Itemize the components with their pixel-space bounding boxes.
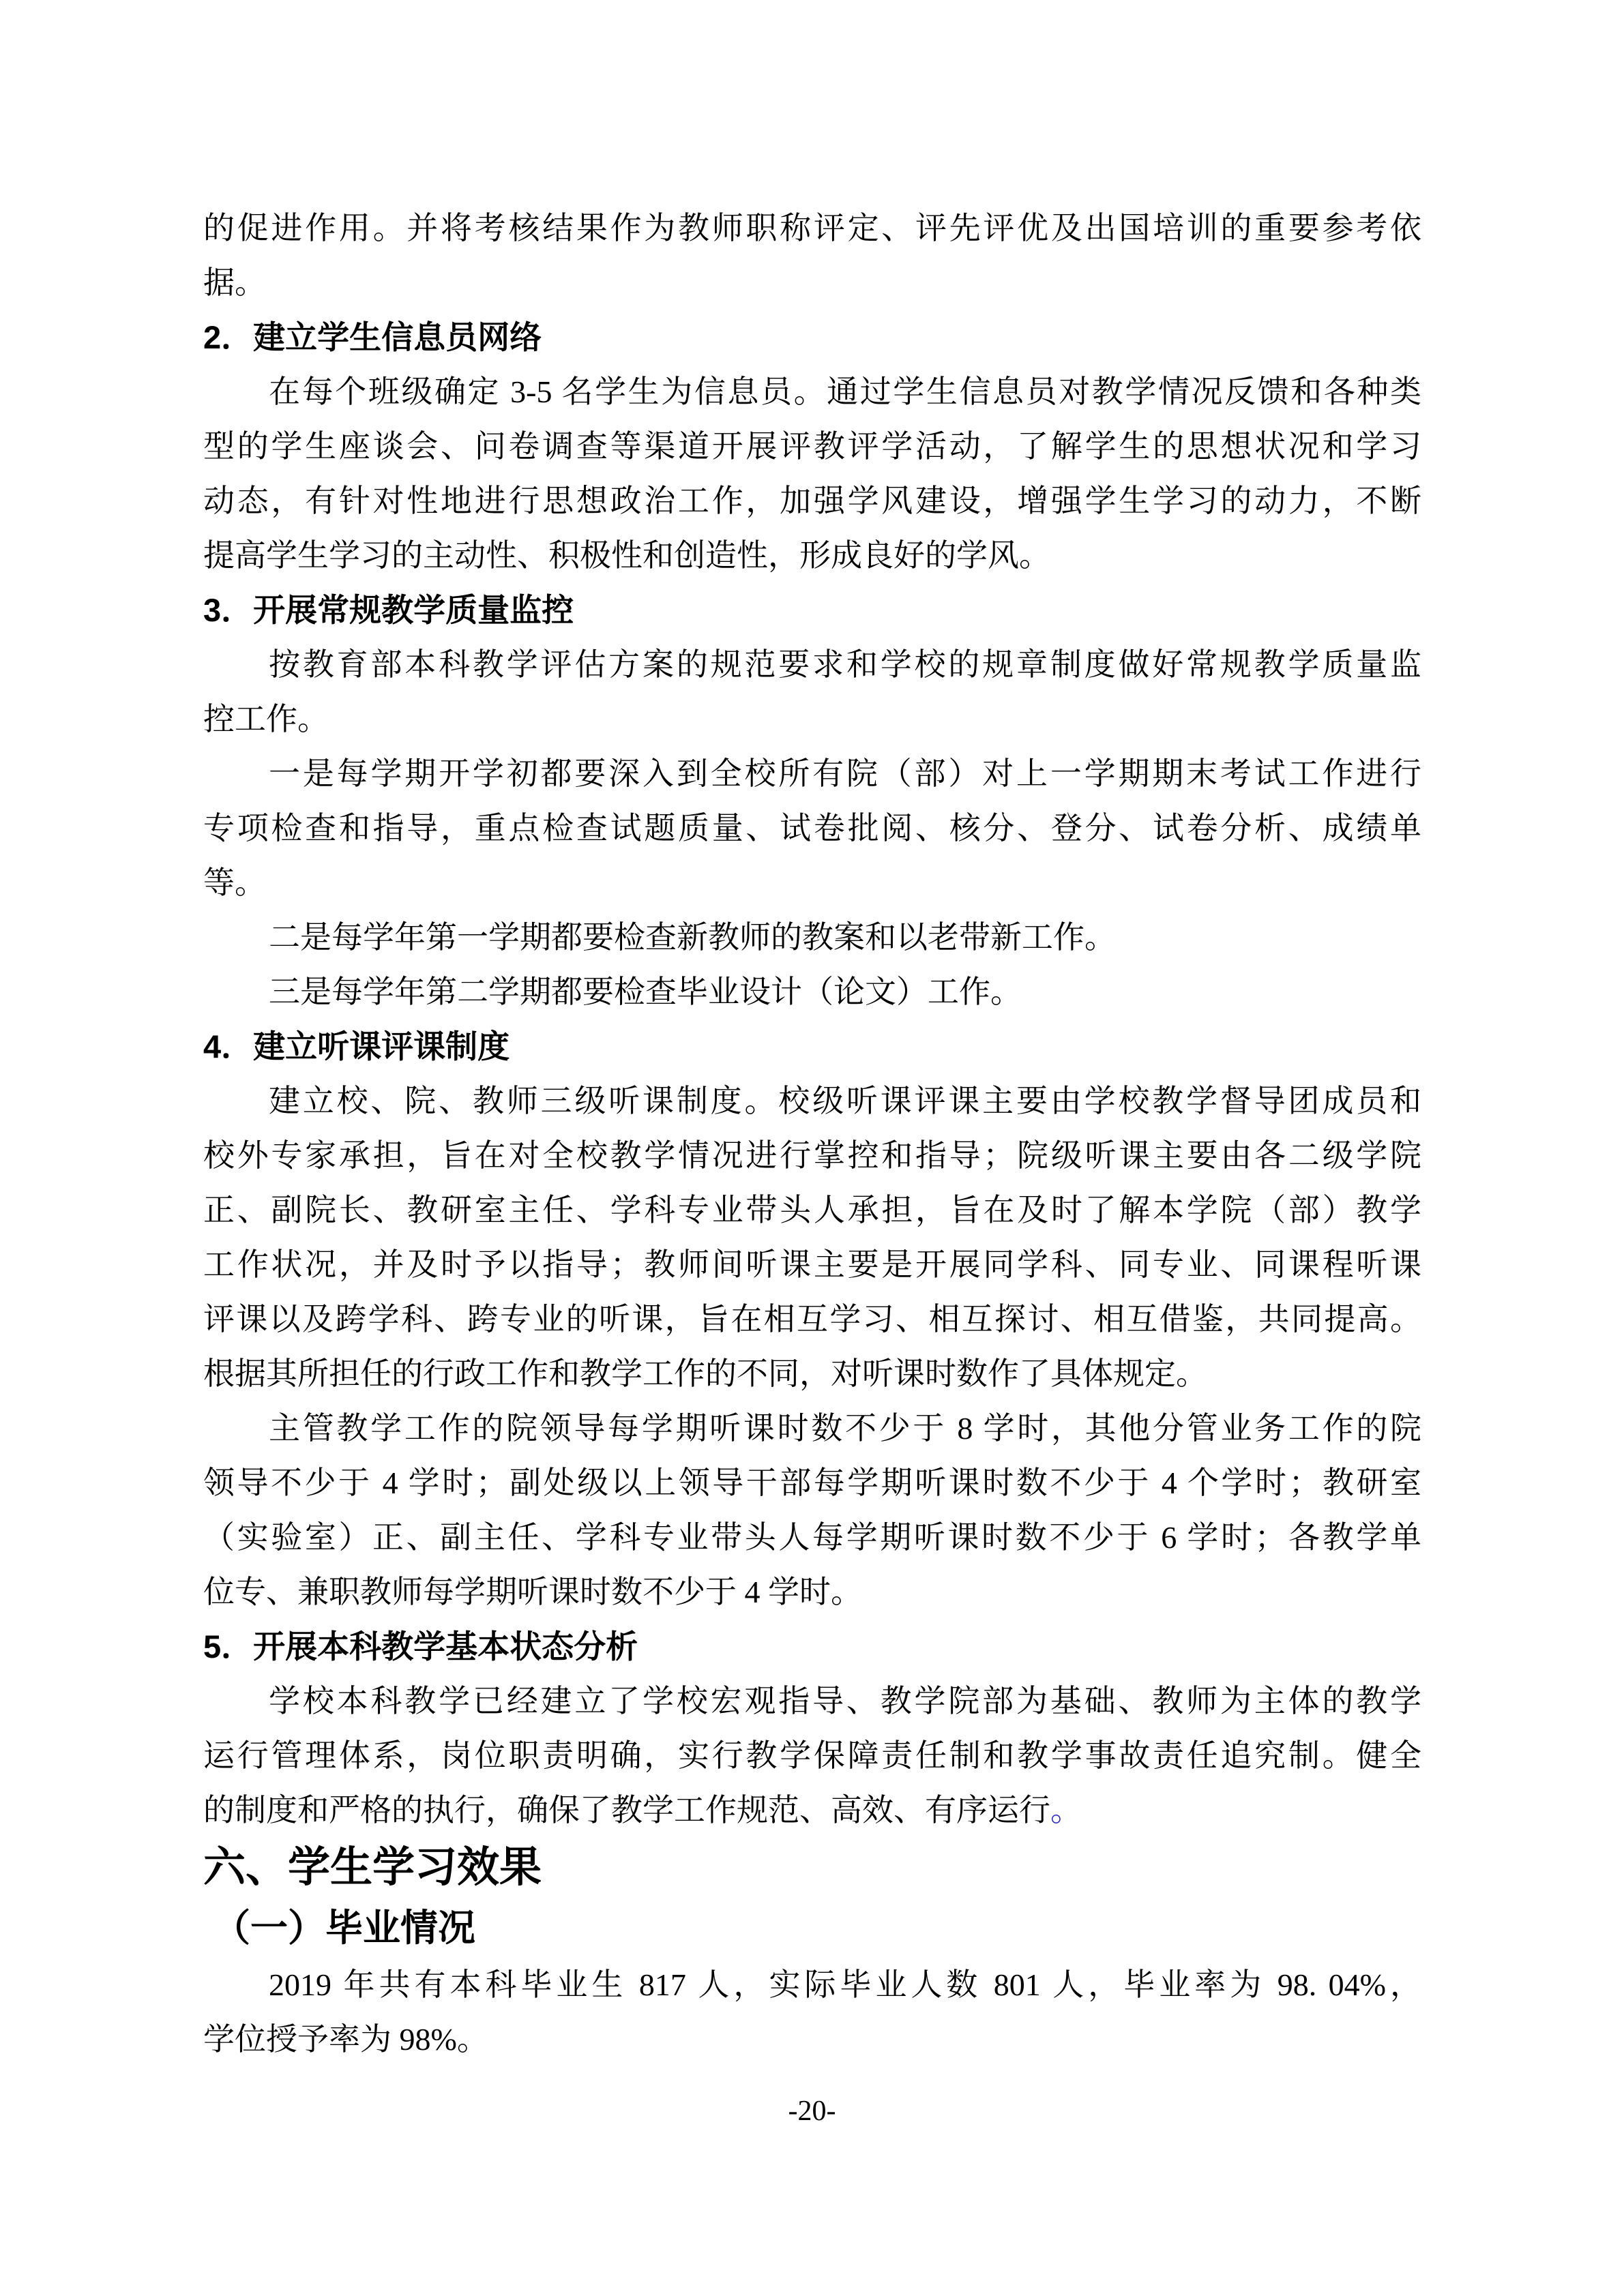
text-line xyxy=(203,856,1421,910)
text-line xyxy=(203,1565,1421,1620)
line-text: 主管教学工作的院领导每学期听课时数不少于 8 学时，其他分管业务工作的院 xyxy=(269,1411,1421,1446)
text-line xyxy=(203,801,1421,856)
line-text: 根据其所担任的行政工作和教学工作的不同，对听课时数作了具体规定。 xyxy=(203,1356,1207,1391)
text-line xyxy=(203,1129,1421,1183)
text-line xyxy=(203,528,1421,583)
text-line xyxy=(203,638,1421,692)
line-text: 三是每学年第二学期都要检查毕业设计（论文）工作。 xyxy=(269,974,1022,1009)
text-line xyxy=(203,1729,1421,1783)
line-text: 工作状况，并及时予以指导；教师间听课主要是开展同学科、同专业、同课程听课 xyxy=(203,1247,1421,1282)
text-line xyxy=(203,1783,1421,1838)
text-line xyxy=(203,1183,1421,1238)
line-text: 控工作。 xyxy=(203,702,329,736)
text-line xyxy=(203,1958,1421,2012)
text-line xyxy=(203,1347,1421,1401)
text-line xyxy=(203,1238,1421,1292)
line-text: 的促进作用。并将考核结果作为教师职称评定、评先评优及出国培训的重要参考依 xyxy=(203,211,1421,245)
text-line xyxy=(203,419,1421,474)
section-heading xyxy=(203,1019,1421,1074)
line-text: 学位授予率为 98%。 xyxy=(203,2022,488,2057)
text-line xyxy=(203,747,1421,801)
section-heading xyxy=(203,1620,1421,1674)
text-line xyxy=(203,365,1421,419)
text-line xyxy=(203,474,1421,528)
page-number: -20- xyxy=(788,2096,836,2127)
line-text: 学校本科教学已经建立了学校宏观指导、教学院部为基础、教师为主体的教学 xyxy=(269,1684,1421,1718)
line-text: 4．建立听课评课制度 xyxy=(203,1028,510,1064)
text-line xyxy=(203,692,1421,747)
line-text: 据。 xyxy=(203,265,266,300)
text-line xyxy=(203,910,1421,965)
line-text: 运行管理体系，岗位职责明确，实行教学保障责任制和教学事故责任追究制。健全 xyxy=(203,1738,1421,1773)
text-line xyxy=(203,256,1421,310)
line-text: 六、学生学习效果 xyxy=(203,1844,542,1891)
section-heading xyxy=(203,583,1421,638)
line-text: （实验室）正、副主任、学科专业带头人每学期听课时数不少于 6 学时；各教学单 xyxy=(203,1520,1421,1555)
line-text: 评课以及跨学科、跨专业的听课，旨在相互学习、相互探讨、相互借鉴，共同提高。 xyxy=(203,1302,1421,1337)
line-text: 按教育部本科教学评估方案的规范要求和学校的规章制度做好常规教学质量监 xyxy=(269,647,1421,682)
line-text: 二是每学年第一学期都要检查新教师的教案和以老带新工作。 xyxy=(269,920,1116,955)
line-text: 2．建立学生信息员网络 xyxy=(203,319,542,355)
document-body xyxy=(203,201,1421,2067)
section-heading xyxy=(203,310,1421,365)
text-line xyxy=(203,1074,1421,1129)
text-line xyxy=(203,1401,1421,1456)
line-text: 建立校、院、教师三级听课制度。校级听课评课主要由学校教学督导团成员和 xyxy=(269,1084,1421,1118)
text-line xyxy=(203,201,1421,256)
line-text: 一是每学期开学初都要深入到全校所有院（部）对上一学期期末考试工作进行 xyxy=(269,756,1421,791)
line-text: 提高学生学习的主动性、积极性和创造性，形成良好的学风。 xyxy=(203,538,1050,573)
line-text: 位专、兼职教师每学期听课时数不少于 4 学时。 xyxy=(203,1575,862,1609)
line-text: 3．开展常规教学质量监控 xyxy=(203,592,574,628)
line-text: 动态，有针对性地进行思想政治工作，加强学风建设，增强学生学习的动力，不断 xyxy=(203,483,1421,518)
text-line xyxy=(203,1674,1421,1729)
text-line xyxy=(203,965,1421,1019)
text-line xyxy=(203,2012,1421,2067)
line-text: 正、副院长、教研室主任、学科专业带头人承担，旨在及时了解本学院（部）教学 xyxy=(203,1193,1421,1227)
line-text: 在每个班级确定 3-5 名学生为信息员。通过学生信息员对教学情况反馈和各种类 xyxy=(269,374,1421,409)
line-text: 等。 xyxy=(203,865,266,900)
text-line xyxy=(203,1510,1421,1565)
subsection-heading xyxy=(203,1898,1421,1958)
chapter-heading xyxy=(203,1838,1421,1898)
text-line xyxy=(203,1292,1421,1347)
line-text: （一）毕业情况 xyxy=(213,1907,476,1949)
line-text: 型的学生座谈会、问卷调查等渠道开展评教评学活动，了解学生的思想状况和学习 xyxy=(203,429,1421,464)
line-text: 2019 年共有本科毕业生 817 人，实际毕业人数 801 人，毕业率为 98. 04%， xyxy=(269,1967,1421,2002)
line-text: 专项检查和指导，重点检查试题质量、试卷批阅、核分、登分、试卷分析、成绩单 xyxy=(203,811,1421,846)
line-text: 5．开展本科教学基本状态分析 xyxy=(203,1628,638,1665)
text-line xyxy=(203,1456,1421,1510)
line-text: 的制度和严格的执行，确保了教学工作规范、高效、有序运行 xyxy=(203,1793,1050,1828)
line-text: 领导不少于 4 学时；副处级以上领导干部每学期听课时数不少于 4 个学时；教研室 xyxy=(203,1465,1421,1500)
line-text: 校外专家承担，旨在对全校教学情况进行掌控和指导；院级听课主要由各二级学院 xyxy=(203,1138,1421,1173)
blue-period: 。 xyxy=(1050,1793,1082,1828)
